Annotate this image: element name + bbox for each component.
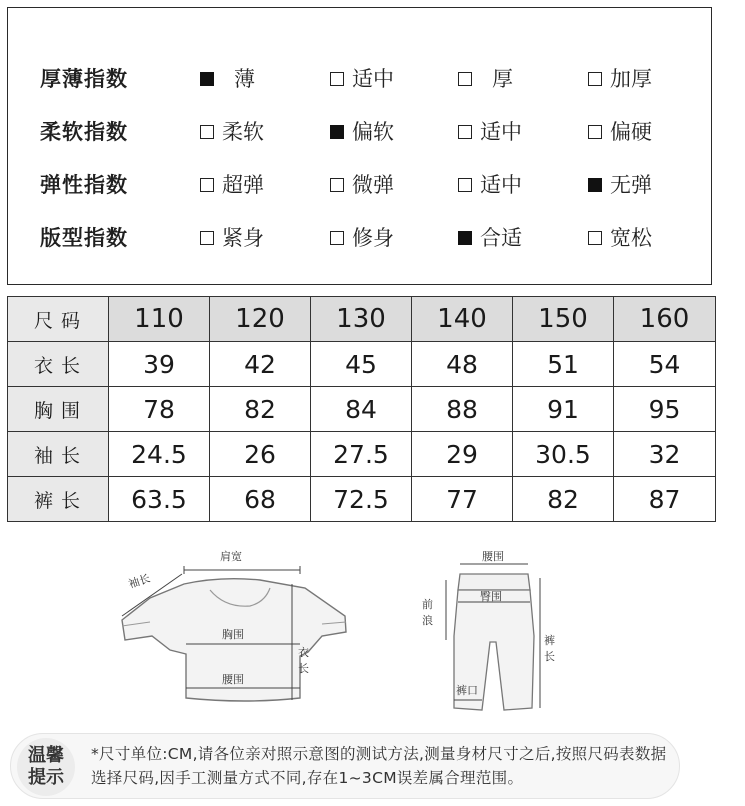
option-label: 厚 [492,67,513,91]
table-cell: 78 [109,387,210,432]
checkbox-icon [200,72,214,86]
top-measurement-diagram [100,540,360,720]
option-thick [458,64,513,94]
size-chart-table [7,296,716,522]
option-thin [200,64,255,94]
sleeve-length-label: 袖长 [126,571,152,591]
table-cell: 51 [513,342,614,387]
checkbox-icon [458,231,472,245]
size-header-cell: 130 [311,297,412,342]
option-label: 宽松 [610,226,652,250]
option-label: 无弹 [610,173,652,197]
option-slim [330,223,394,253]
option-somewhat-hard [588,117,652,147]
table-cell: 42 [210,342,311,387]
table-cell: 39 [109,342,210,387]
waistband-outline [458,574,530,590]
size-header-cell: 140 [412,297,513,342]
table-cell: 45 [311,342,412,387]
shoulder-width-label: 肩宽 [220,550,242,563]
fabric-attributes-panel [7,7,712,285]
tip-badge-line1: 温馨 [28,745,64,766]
attribute-row-softness [8,117,711,147]
table-cell: 68 [210,477,311,522]
row-label: 裤长 [8,477,109,522]
table-cell: 82 [210,387,311,432]
option-label: 柔软 [222,120,264,144]
option-label: 合适 [480,226,522,250]
option-regular [458,223,522,253]
table-cell: 77 [412,477,513,522]
attribute-label: 厚薄指数 [40,67,128,91]
checkbox-icon [330,231,344,245]
checkbox-icon [588,178,602,192]
pants-length-label-2: 长 [544,650,555,663]
option-label: 微弹 [352,173,394,197]
option-soft [200,117,264,147]
size-header-label: 尺码 [8,297,109,342]
row-label: 胸围 [8,387,109,432]
option-no-stretch [588,170,652,200]
table-cell: 24.5 [109,432,210,477]
warm-tip-banner [10,733,680,799]
option-label: 薄 [234,67,255,91]
tip-badge [17,738,75,796]
attribute-label: 版型指数 [40,226,128,250]
option-label: 超弹 [222,173,264,197]
option-extra-thick [588,64,652,94]
attribute-row-thickness [8,64,711,94]
option-label: 修身 [352,226,394,250]
table-cell: 26 [210,432,311,477]
table-cell: 84 [311,387,412,432]
table-cell: 30.5 [513,432,614,477]
option-slight-stretch [330,170,394,200]
tip-badge-line2: 提示 [28,767,64,788]
option-label: 适中 [480,120,522,144]
table-row [8,432,716,477]
option-label: 偏软 [352,120,394,144]
option-medium [330,64,394,94]
length-label-1: 衣 [298,646,309,659]
checkbox-icon [200,125,214,139]
option-label: 加厚 [610,67,652,91]
table-row [8,387,716,432]
checkbox-icon [330,178,344,192]
checkbox-icon [330,125,344,139]
table-cell: 48 [412,342,513,387]
size-header-cell: 120 [210,297,311,342]
hip-label: 臀围 [480,590,502,603]
pants-length-label-1: 裤 [544,634,555,647]
hem-label: 裤口 [456,684,478,697]
attribute-row-fit [8,223,711,253]
table-cell: 91 [513,387,614,432]
table-row [8,342,716,387]
table-cell: 95 [614,387,716,432]
table-cell: 72.5 [311,477,412,522]
row-label: 衣长 [8,342,109,387]
table-cell: 32 [614,432,716,477]
option-medium [458,170,522,200]
size-header-cell: 150 [513,297,614,342]
table-cell: 87 [614,477,716,522]
checkbox-icon [458,72,472,86]
table-header-row [8,297,716,342]
option-super-stretch [200,170,264,200]
checkbox-icon [200,231,214,245]
checkbox-icon [458,125,472,139]
option-tight [200,223,264,253]
table-cell: 63.5 [109,477,210,522]
attribute-label: 弹性指数 [40,173,128,197]
front-rise-label-2: 浪 [422,614,433,627]
option-loose [588,223,652,253]
size-header-cell: 110 [109,297,210,342]
row-label: 袖长 [8,432,109,477]
table-cell: 27.5 [311,432,412,477]
checkbox-icon [458,178,472,192]
tip-text: *尺寸单位:CM,请各位亲对照示意图的测试方法,测量身材尺寸之后,按照尺码表数据选择尺码,因手工测量方式不同,存在1~3CM误差属合理范围。 [91,745,667,787]
checkbox-icon [200,178,214,192]
checkbox-icon [588,125,602,139]
attribute-row-elasticity [8,170,711,200]
checkbox-icon [588,72,602,86]
chest-label: 胸围 [222,628,244,641]
table-cell: 29 [412,432,513,477]
length-label-2: 长 [298,662,309,675]
option-label: 适中 [352,67,394,91]
checkbox-icon [588,231,602,245]
pants-measurement-diagram [410,540,570,720]
option-label: 偏硬 [610,120,652,144]
front-rise-label-1: 前 [422,598,433,611]
attribute-label: 柔软指数 [40,120,128,144]
checkbox-icon [330,72,344,86]
pants-waist-label: 腰围 [482,550,504,563]
option-label: 适中 [480,173,522,197]
table-cell: 88 [412,387,513,432]
option-label: 紧身 [222,226,264,250]
table-cell: 54 [614,342,716,387]
table-cell: 82 [513,477,614,522]
table-row [8,477,716,522]
size-header-cell: 160 [614,297,716,342]
option-somewhat-soft [330,117,394,147]
option-medium [458,117,522,147]
waist-label: 腰围 [222,673,244,686]
